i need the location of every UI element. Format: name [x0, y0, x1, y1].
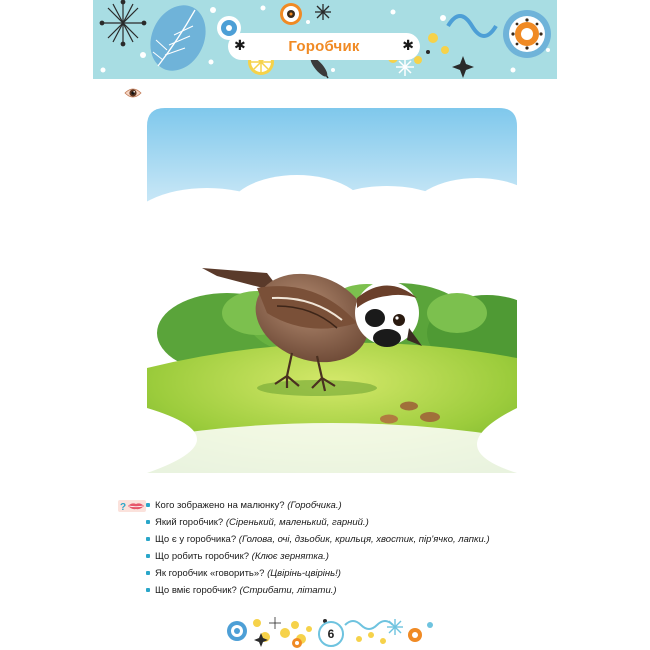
- list-item: [146, 551, 546, 568]
- question-text: Як горобчик «говорить»?: [155, 568, 265, 579]
- question-text: Що вміє горобчик?: [155, 585, 237, 596]
- question-text: Що робить горобчик?: [155, 551, 250, 562]
- starburst-decoration: [100, 0, 146, 46]
- leaf-decoration: [140, 0, 216, 79]
- title-plate: [228, 33, 420, 60]
- footer-flower-right: [408, 628, 422, 642]
- bullet-icon: [146, 571, 150, 575]
- answer-text: (Сіренький, маленький, гарний.): [225, 517, 369, 528]
- sparrow-illustration: [147, 108, 517, 473]
- answer-text: (Клює зернятка.): [251, 551, 329, 562]
- flower-decoration: [280, 3, 302, 25]
- footer-flower-left: [227, 621, 247, 641]
- question-text: Що є у горобчика?: [155, 534, 237, 545]
- wave-decoration: [448, 16, 496, 36]
- page-number-badge: [318, 621, 344, 647]
- list-item: [146, 585, 546, 602]
- question-lips-icon: [118, 500, 146, 512]
- answer-text: (Цвірінь-цвірінь!): [267, 568, 341, 579]
- star-left-icon: ✱: [234, 38, 246, 54]
- page-title: Горобчик: [288, 38, 360, 55]
- star-decoration-right: [452, 56, 474, 78]
- list-item: [146, 500, 546, 517]
- star-right-icon: ✱: [402, 38, 414, 54]
- svg-text:?: ?: [120, 502, 127, 512]
- answer-text: (Стрибати, літати.): [239, 585, 337, 596]
- bullet-icon: [146, 554, 150, 558]
- questions-list: [146, 500, 546, 602]
- footer-flower-orange: [292, 638, 302, 648]
- snowflake-white-decoration: [396, 58, 414, 76]
- list-item: [146, 568, 546, 585]
- eye-icon: [124, 86, 142, 100]
- bullet-icon: [146, 588, 150, 592]
- list-item: [146, 534, 546, 551]
- circle-ornament-decoration: [503, 10, 551, 58]
- answer-text: (Горобчика.): [287, 500, 342, 511]
- bullet-icon: [146, 537, 150, 541]
- bullet-icon: [146, 520, 150, 524]
- bullet-icon: [146, 503, 150, 507]
- answer-text: (Голова, очі, дзьобик, крильця, хвостик, пір'ячко, лапки.): [238, 534, 490, 545]
- page-number: 6: [327, 627, 335, 641]
- question-text: Який горобчик?: [155, 517, 224, 528]
- question-text: Кого зображено на малюнку?: [155, 500, 285, 511]
- list-item: [146, 517, 546, 534]
- star-decoration: [315, 4, 331, 20]
